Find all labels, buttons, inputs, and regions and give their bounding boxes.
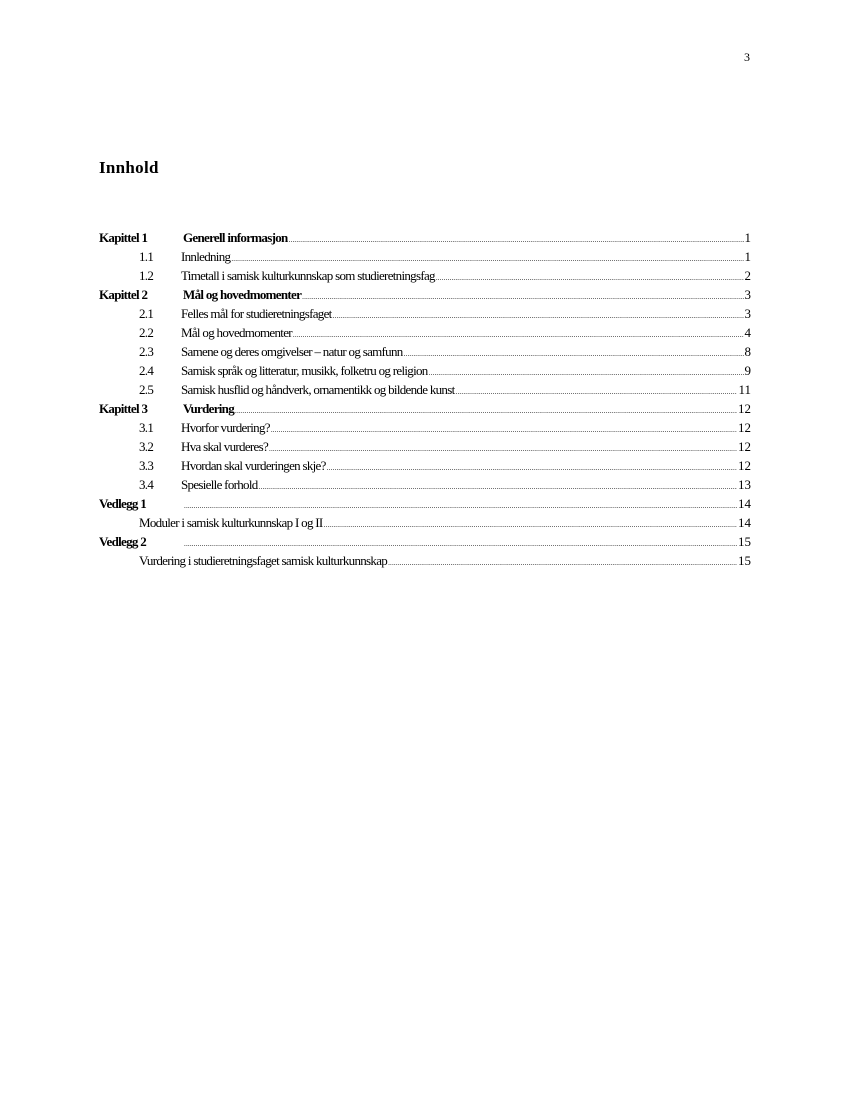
toc-entry[interactable]	[99, 515, 751, 534]
toc-entry-page: 14	[738, 515, 751, 530]
toc-entry-number: 1.2	[139, 268, 154, 283]
dot-leader	[293, 331, 744, 339]
toc-entry-number: 2.2	[139, 325, 154, 340]
dot-leader	[333, 312, 744, 320]
toc-entry[interactable]	[99, 458, 751, 477]
dot-leader	[269, 445, 737, 453]
toc-entry[interactable]	[99, 268, 751, 287]
toc-entry-number: 3.4	[139, 477, 154, 492]
dot-leader	[289, 236, 744, 244]
dot-leader	[456, 388, 738, 396]
dot-leader	[388, 559, 737, 567]
toc-entry[interactable]	[99, 382, 751, 401]
toc-entry-number: 1.1	[139, 249, 154, 264]
toc-entry-page: 1	[744, 230, 751, 245]
toc-entry[interactable]	[99, 344, 751, 363]
toc-entry[interactable]	[99, 306, 751, 325]
toc-entry-number: 2.3	[139, 344, 154, 359]
toc-entry-page: 15	[738, 534, 751, 549]
toc-entry[interactable]	[99, 363, 751, 382]
toc-entry-label: Samene og deres omgivelser – natur og samfunn	[181, 344, 403, 359]
toc-entry[interactable]	[99, 477, 751, 496]
toc-entry[interactable]	[99, 401, 751, 420]
toc-entry-label: Hva skal vurderes?	[181, 439, 269, 454]
toc-entry[interactable]	[99, 230, 751, 249]
toc-entry-label: Hvordan skal vurderingen skje?	[181, 458, 326, 473]
dot-leader	[271, 426, 737, 434]
toc-entry[interactable]	[99, 249, 751, 268]
toc-entry-number: 2.1	[139, 306, 154, 321]
toc-entry[interactable]	[99, 439, 751, 458]
toc-entry-label: Vurdering	[183, 401, 235, 416]
toc-entry-label: Felles mål for studieretningsfaget	[181, 306, 332, 321]
page-number: 3	[744, 50, 750, 64]
dot-leader	[324, 521, 737, 529]
toc-entry-page: 11	[738, 382, 751, 397]
toc-entry-page: 8	[744, 344, 751, 359]
toc-entry-page: 4	[744, 325, 751, 340]
toc-entry[interactable]	[99, 553, 751, 572]
toc-entry-page: 12	[738, 420, 751, 435]
toc-entry-number: 2.5	[139, 382, 154, 397]
toc-entry-page: 9	[744, 363, 751, 378]
toc-entry-page: 12	[738, 439, 751, 454]
toc-entry-page: 1	[744, 249, 751, 264]
toc-entry-page: 12	[738, 458, 751, 473]
toc-entry[interactable]	[99, 325, 751, 344]
dot-leader	[436, 274, 744, 282]
page-title: Innhold	[99, 158, 159, 177]
toc-entry-label: Generell informasjon	[183, 230, 288, 245]
toc-entry-number: 3.1	[139, 420, 154, 435]
toc-entry[interactable]	[99, 534, 751, 553]
table-of-contents	[99, 230, 751, 572]
toc-entry-page: 3	[744, 287, 751, 302]
toc-entry[interactable]	[99, 287, 751, 306]
toc-entry-label: Vurdering i studieretningsfaget samisk kulturkunnskap	[139, 553, 388, 568]
toc-entry-number: Kapittel 3	[99, 401, 148, 416]
toc-entry-label: Moduler i samisk kulturkunnskap I og II	[139, 515, 323, 530]
toc-entry-number: 3.2	[139, 439, 154, 454]
toc-entry-label: Hvorfor vurdering?	[181, 420, 270, 435]
toc-entry-label: Samisk husflid og håndverk, ornamentikk og bildende kunst	[181, 382, 455, 397]
dot-leader	[404, 350, 744, 358]
toc-entry-number: Vedlegg 2	[99, 534, 147, 549]
toc-entry-number: 2.4	[139, 363, 154, 378]
toc-entry[interactable]	[99, 496, 751, 515]
dot-leader	[259, 483, 737, 491]
toc-entry-page: 3	[744, 306, 751, 321]
dot-leader	[327, 464, 737, 472]
toc-entry-page: 15	[738, 553, 751, 568]
toc-entry-label: Mål og hovedmomenter	[183, 287, 302, 302]
toc-entry-number: 3.3	[139, 458, 154, 473]
toc-entry-label: Spesielle forhold	[181, 477, 258, 492]
toc-entry-number: Vedlegg 1	[99, 496, 147, 511]
toc-entry[interactable]	[99, 420, 751, 439]
toc-entry-page: 12	[738, 401, 751, 416]
dot-leader	[302, 293, 743, 301]
dot-leader	[184, 540, 737, 548]
toc-entry-page: 2	[744, 268, 751, 283]
dot-leader	[184, 502, 737, 510]
dot-leader	[235, 407, 737, 415]
toc-entry-page: 13	[738, 477, 751, 492]
toc-entry-page: 14	[738, 496, 751, 511]
toc-entry-label: Mål og hovedmomenter	[181, 325, 292, 340]
toc-entry-label: Innledning	[181, 249, 231, 264]
dot-leader	[231, 255, 743, 263]
toc-entry-label: Samisk språk og litteratur, musikk, folketru og religion	[181, 363, 428, 378]
toc-entry-number: Kapittel 1	[99, 230, 148, 245]
dot-leader	[429, 369, 744, 377]
toc-entry-label: Timetall i samisk kulturkunnskap som studieretningsfag	[181, 268, 435, 283]
toc-entry-number: Kapittel 2	[99, 287, 148, 302]
